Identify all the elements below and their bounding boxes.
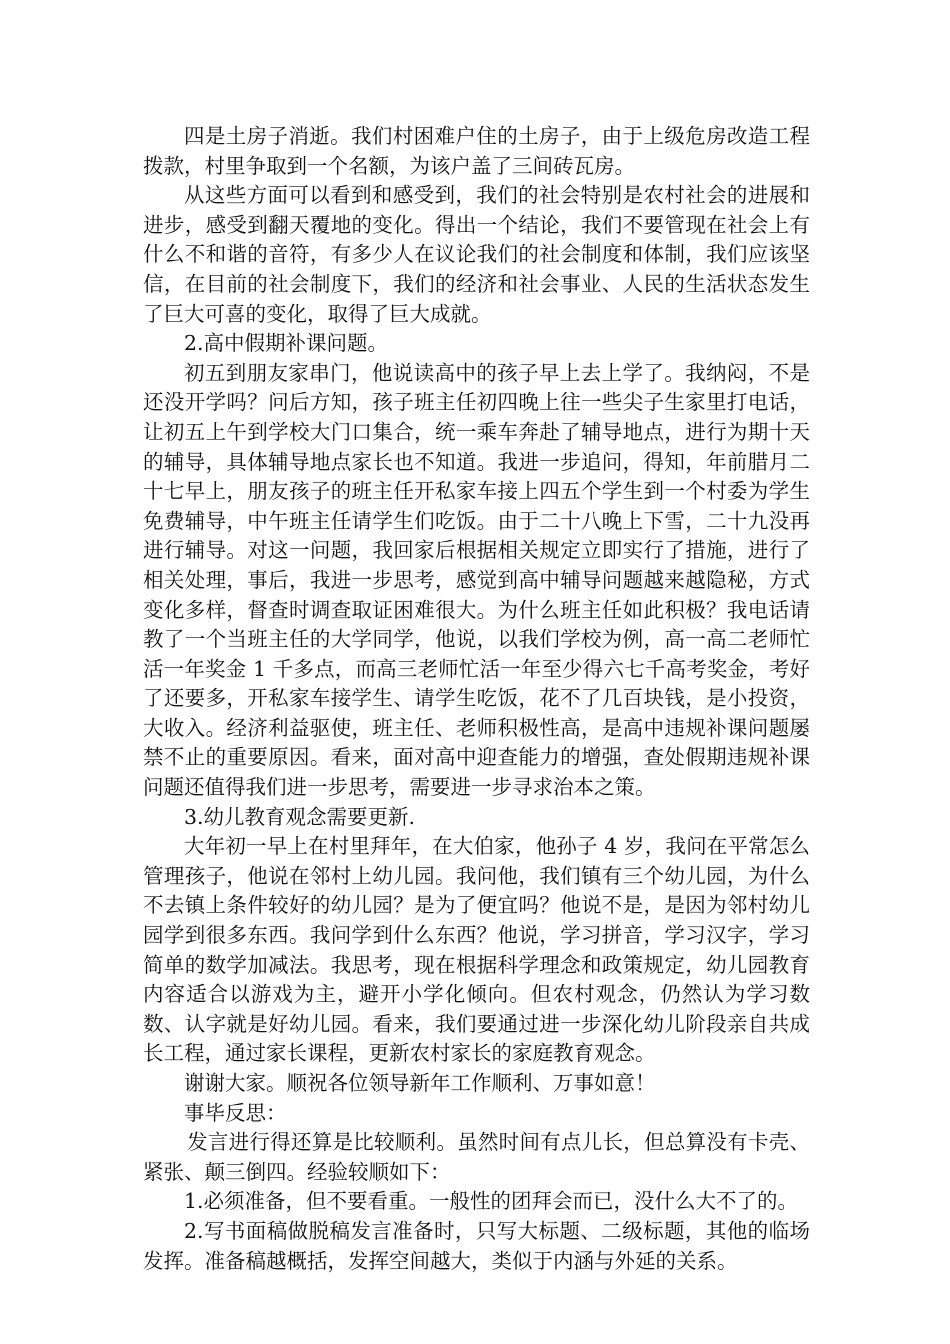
paragraph-reflection-summary: 发言进行得还算是比较顺利。虽然时间有点儿长，但总算没有卡壳、紧张、颠三倒四。经验较顺如下： bbox=[143, 1130, 810, 1184]
paragraph-lesson-2: 2.写书面稿做脱稿发言准备时，只写大标题、二级标题，其他的临场发挥。准备稿越概括，发挥空间越大，类似于内涵与外延的关系。 bbox=[143, 1218, 810, 1273]
paragraph-preschool-education: 大年初一早上在村里拜年，在大伯家，他孙子 4 岁，我问在平常怎么管理孩子，他说在邻村上幼儿园。我问他，我们镇有三个幼儿园，为什么不去镇上条件较好的幼儿园？是为了便宜吗？他说不是，是因为邻村幼儿园学到很多东西。我问学到什么东西？他说，学习拼音，学习汉字，学习简单的数学加减法。我思考，现在根据科学理念和政策规定，幼儿园教育内容适合以游戏为主，避开小学化倾向。但农村观念，仍然认为学习数数、认字就是好幼儿园。看来，我们要通过进一步深化幼儿阶段亲自共成长工程，通过家长课程，更新农村家长的家庭教育观念。 bbox=[143, 834, 810, 1066]
document-body bbox=[143, 122, 810, 1276]
heading-preschool-education: 3.幼儿教育观念需要更新. bbox=[184, 804, 416, 829]
paragraph-thanks: 谢谢大家。顺祝各位领导新年工作顺利、万事如意！ bbox=[184, 1071, 656, 1095]
paragraph-lesson-1: 1.必须准备，但不要看重。一般性的团拜会而已，没什么大不了的。 bbox=[184, 1189, 799, 1214]
heading-holiday-tutoring: 2.高中假期补课问题。 bbox=[184, 331, 389, 356]
paragraph-holiday-tutoring: 初五到朋友家串门，他说读高中的孩子早上去上学了。我纳闷，不是还没开学吗？问后方知，孩子班主任初四晚上往一些尖子生家里打电话，让初五上午到学校大门口集合，统一乘车奔赴了辅导地点，进行为期十天的辅导，具体辅导地点家长也不知道。我进一步追问，得知，年前腊月二十七早上，朋友孩子的班主任开私家车接上四五个学生到一个村委为学生免费辅导，中午班主任请学生们吃饭。由于二十八晚上下雪，二十九没再进行辅导。对这一问题，我回家后根据相关规定立即实行了措施，进行了相关处理，事后，我进一步思考，感觉到高中辅导问题越来越隐秘，方式变化多样，督查时调查取证困难很大。为什么班主任如此积极？我电话请教了一个当班主任的大学同学，他说，以我们学校为例，高一高二老师忙活一年奖金 1 千多点，而高三老师忙活一年至少得六七千高考奖金，考好了还要多，开私家车接学生、请学生吃饭，花不了几百块钱，是小投资，大收入。经济利益驱使，班主任、老师积极性高，是高中违规补课问题屡禁不止的重要原因。看来，面对高中迎查能力的增强，查处假期违规补课问题还值得我们进一步思考，需要进一步寻求治本之策。 bbox=[143, 360, 810, 800]
heading-reflection: 事毕反思： bbox=[184, 1100, 287, 1125]
paragraph-mud-houses: 四是土房子消逝。我们村困难户住的土房子，由于上级危房改造工程拨款，村里争取到一个名额，为该户盖了三间砖瓦房。 bbox=[143, 124, 810, 178]
paragraph-observations: 从这些方面可以看到和感受到，我们的社会特别是农村社会的进展和进步，感受到翻天覆地的变化。得出一个结论，我们不要管现在社会上有什么不和谐的音符，有多少人在议论我们的社会制度和体制，我们应该坚信，在目前的社会制度下，我们的经济和社会事业、人民的生活状态发生了巨大可喜的变化，取得了巨大成就。 bbox=[143, 183, 810, 326]
